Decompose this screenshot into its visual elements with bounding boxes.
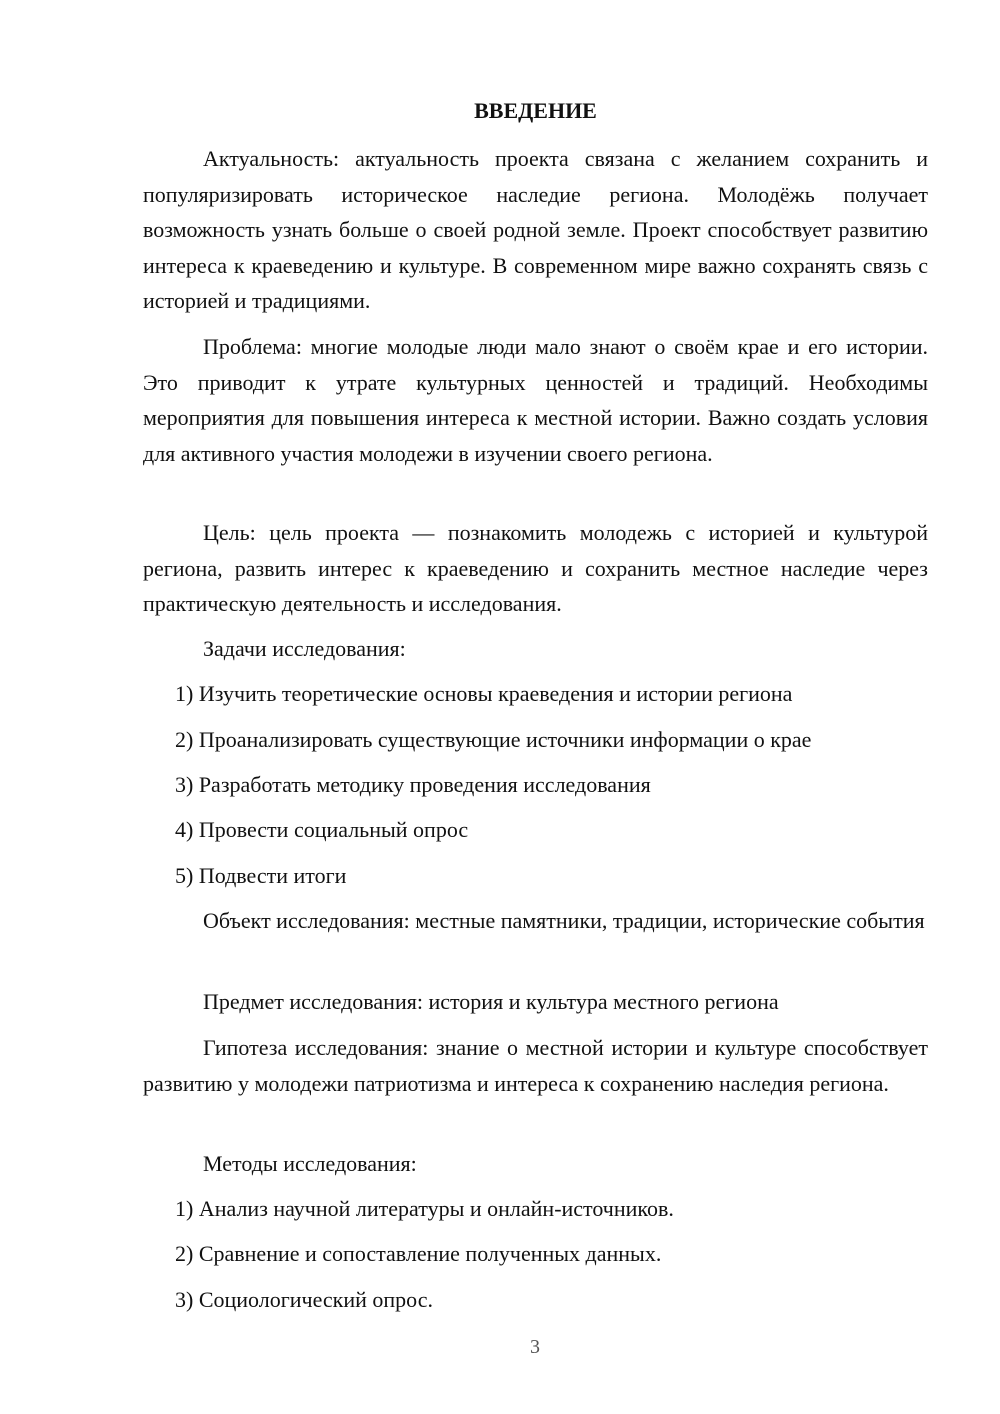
subject-paragraph: Предмет исследования: история и культура местного региона [203, 989, 779, 1014]
task-item-2: 2) Проанализировать существующие источники информации о крае [175, 727, 812, 752]
method-item-2: 2) Сравнение и сопоставление полученных данных. [175, 1241, 662, 1266]
page-number: 3 [530, 1336, 540, 1358]
goal-paragraph: Цель: цель проекта — познакомить молодежь с историей и культурой региона, развить интерес к краеведению и сохранить местное наследие через практическую деятельность и исследования. [143, 520, 928, 616]
tasks-heading: Задачи исследования: [203, 636, 406, 661]
object-paragraph: Объект исследования: местные памятники, традиции, исторические события [203, 908, 925, 933]
problem-paragraph: Проблема: многие молодые люди мало знают о своём крае и его истории. Это приводит к утрате культурных ценностей и традиций. Необходимы мероприятия для повышения интереса к местной истории. Важно создать условия для активного участия молодежи в изучении своего региона. [143, 334, 928, 466]
task-item-4: 4) Провести социальный опрос [175, 817, 469, 842]
task-item-1: 1) Изучить теоретические основы краеведения и истории региона [175, 681, 793, 706]
task-item-5: 5) Подвести итоги [175, 863, 347, 888]
page-title: ВВЕДЕНИЕ [474, 98, 597, 123]
relevance-paragraph: Актуальность: актуальность проекта связана с желанием сохранить и популяризировать историческое наследие региона. Молодёжь получает возможность узнать больше о своей родной земле. Проект способствует развитию интереса к краеведению и культуре. В современном мире важно сохранять связь с историей и традициями. [143, 146, 928, 313]
method-item-3: 3) Социологический опрос. [175, 1287, 433, 1312]
task-item-3: 3) Разработать методику проведения исследования [175, 772, 651, 797]
method-item-1: 1) Анализ научной литературы и онлайн-источников. [175, 1196, 674, 1221]
hypothesis-paragraph: Гипотеза исследования: знание о местной истории и культуре способствует развитию у молодежи патриотизма и интереса к сохранению наследия региона. [143, 1035, 928, 1096]
methods-heading: Методы исследования: [203, 1151, 417, 1176]
